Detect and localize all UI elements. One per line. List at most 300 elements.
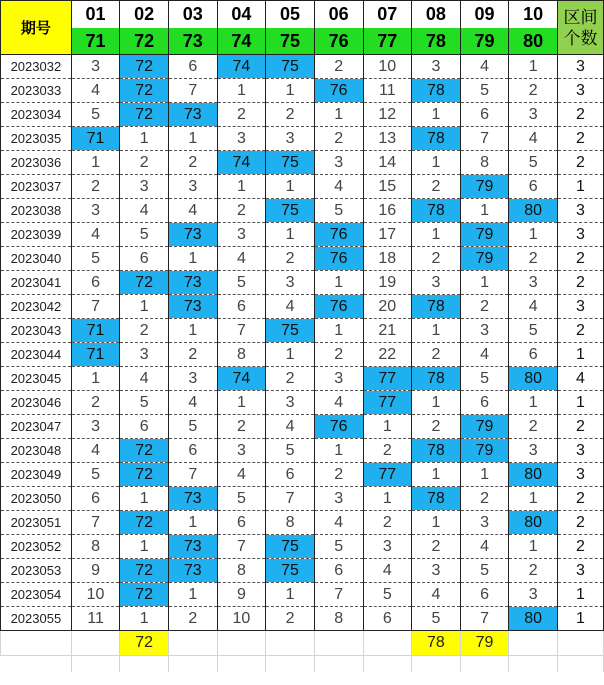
value-cell[interactable]: 2 [509,79,558,103]
value-cell[interactable]: 78 [412,127,461,151]
empty-cell[interactable] [558,656,604,673]
value-cell[interactable]: 3 [509,439,558,463]
period-cell[interactable]: 2023049 [1,463,72,487]
value-cell[interactable]: 3 [460,511,509,535]
value-cell[interactable]: 74 [217,367,266,391]
count-cell[interactable]: 3 [558,559,604,583]
footer-cell[interactable] [169,631,218,656]
value-cell[interactable]: 2 [363,439,412,463]
count-cell[interactable]: 2 [558,511,604,535]
value-cell[interactable]: 8 [460,151,509,175]
value-cell[interactable]: 1 [120,607,169,631]
value-cell[interactable]: 5 [266,439,315,463]
value-cell[interactable]: 72 [120,559,169,583]
count-cell[interactable]: 2 [558,535,604,559]
value-cell[interactable]: 79 [460,439,509,463]
value-cell[interactable]: 1 [412,511,461,535]
value-cell[interactable]: 72 [120,79,169,103]
value-cell[interactable]: 1 [509,223,558,247]
footer-cell[interactable] [314,631,363,656]
period-cell[interactable]: 2023039 [1,223,72,247]
value-cell[interactable]: 1 [412,391,461,415]
value-cell[interactable]: 5 [217,271,266,295]
value-cell[interactable]: 73 [169,223,218,247]
value-cell[interactable]: 1 [460,463,509,487]
value-cell[interactable]: 4 [71,439,120,463]
value-cell[interactable]: 78 [412,367,461,391]
value-cell[interactable]: 7 [71,511,120,535]
value-cell[interactable]: 2 [412,535,461,559]
value-cell[interactable]: 8 [217,559,266,583]
value-cell[interactable]: 75 [266,199,315,223]
count-cell[interactable]: 1 [558,583,604,607]
value-cell[interactable]: 1 [509,391,558,415]
value-cell[interactable]: 79 [460,247,509,271]
value-cell[interactable]: 3 [266,391,315,415]
value-cell[interactable]: 4 [266,295,315,319]
value-cell[interactable]: 72 [120,583,169,607]
value-cell[interactable]: 72 [120,463,169,487]
value-cell[interactable]: 1 [266,343,315,367]
value-cell[interactable]: 6 [460,583,509,607]
footer-cell[interactable]: 78 [412,631,461,656]
value-cell[interactable]: 3 [266,127,315,151]
value-cell[interactable]: 1 [314,103,363,127]
value-cell[interactable]: 1 [509,55,558,79]
value-cell[interactable]: 72 [120,439,169,463]
value-cell[interactable]: 1 [363,415,412,439]
empty-cell[interactable] [460,656,509,673]
value-cell[interactable]: 77 [363,463,412,487]
value-cell[interactable]: 2 [314,55,363,79]
value-cell[interactable]: 75 [266,535,315,559]
count-cell[interactable]: 2 [558,271,604,295]
value-cell[interactable]: 3 [217,223,266,247]
value-cell[interactable]: 7 [169,463,218,487]
value-cell[interactable]: 4 [314,391,363,415]
value-cell[interactable]: 4 [120,367,169,391]
footer-cell[interactable] [217,631,266,656]
value-cell[interactable]: 7 [314,583,363,607]
value-cell[interactable]: 2 [266,103,315,127]
value-cell[interactable]: 4 [71,223,120,247]
value-cell[interactable]: 4 [412,583,461,607]
empty-cell[interactable] [314,656,363,673]
value-cell[interactable]: 80 [509,607,558,631]
value-cell[interactable]: 2 [217,103,266,127]
value-cell[interactable]: 73 [169,535,218,559]
value-cell[interactable]: 2 [169,343,218,367]
count-cell[interactable]: 3 [558,463,604,487]
value-cell[interactable]: 3 [314,487,363,511]
value-cell[interactable]: 76 [314,295,363,319]
value-cell[interactable]: 1 [460,199,509,223]
count-cell[interactable]: 3 [558,79,604,103]
value-cell[interactable]: 2 [314,343,363,367]
value-cell[interactable]: 1 [509,535,558,559]
value-cell[interactable]: 7 [217,319,266,343]
value-cell[interactable]: 2 [169,607,218,631]
value-cell[interactable]: 3 [509,271,558,295]
value-cell[interactable]: 16 [363,199,412,223]
empty-cell[interactable] [363,656,412,673]
value-cell[interactable]: 1 [363,487,412,511]
value-cell[interactable]: 3 [509,583,558,607]
count-cell[interactable]: 3 [558,55,604,79]
value-cell[interactable]: 78 [412,295,461,319]
empty-cell[interactable] [509,656,558,673]
count-cell[interactable]: 2 [558,415,604,439]
value-cell[interactable]: 1 [120,127,169,151]
footer-count-cell[interactable] [558,631,604,656]
value-cell[interactable]: 1 [314,271,363,295]
period-cell[interactable]: 2023035 [1,127,72,151]
value-cell[interactable]: 2 [509,247,558,271]
value-cell[interactable]: 11 [71,607,120,631]
value-cell[interactable]: 7 [71,295,120,319]
value-cell[interactable]: 3 [363,535,412,559]
count-cell[interactable]: 1 [558,607,604,631]
value-cell[interactable]: 3 [460,319,509,343]
value-cell[interactable]: 1 [266,223,315,247]
value-cell[interactable]: 3 [314,151,363,175]
value-cell[interactable]: 2 [266,607,315,631]
value-cell[interactable]: 20 [363,295,412,319]
value-cell[interactable]: 2 [412,247,461,271]
value-cell[interactable]: 5 [460,559,509,583]
value-cell[interactable]: 78 [412,487,461,511]
value-cell[interactable]: 17 [363,223,412,247]
value-cell[interactable]: 73 [169,271,218,295]
value-cell[interactable]: 6 [71,487,120,511]
value-cell[interactable]: 10 [71,583,120,607]
value-cell[interactable]: 1 [412,319,461,343]
empty-cell[interactable] [71,656,120,673]
value-cell[interactable]: 2 [169,151,218,175]
value-cell[interactable]: 5 [314,535,363,559]
value-cell[interactable]: 2 [412,415,461,439]
value-cell[interactable]: 9 [217,583,266,607]
value-cell[interactable]: 76 [314,223,363,247]
value-cell[interactable]: 73 [169,295,218,319]
value-cell[interactable]: 2 [509,415,558,439]
value-cell[interactable]: 79 [460,415,509,439]
count-cell[interactable]: 2 [558,247,604,271]
count-cell[interactable]: 2 [558,319,604,343]
value-cell[interactable]: 6 [363,607,412,631]
footer-cell[interactable] [509,631,558,656]
value-cell[interactable]: 3 [71,199,120,223]
value-cell[interactable]: 10 [217,607,266,631]
value-cell[interactable]: 6 [509,343,558,367]
value-cell[interactable]: 2 [217,415,266,439]
value-cell[interactable]: 5 [460,367,509,391]
value-cell[interactable]: 7 [169,79,218,103]
value-cell[interactable]: 6 [217,511,266,535]
value-cell[interactable]: 76 [314,247,363,271]
value-cell[interactable]: 7 [217,535,266,559]
value-cell[interactable]: 3 [217,127,266,151]
value-cell[interactable]: 76 [314,415,363,439]
period-cell[interactable]: 2023036 [1,151,72,175]
value-cell[interactable]: 4 [314,511,363,535]
value-cell[interactable]: 3 [71,415,120,439]
value-cell[interactable]: 2 [314,463,363,487]
value-cell[interactable]: 80 [509,511,558,535]
period-cell[interactable]: 2023053 [1,559,72,583]
period-cell[interactable]: 2023050 [1,487,72,511]
footer-cell[interactable] [71,631,120,656]
value-cell[interactable]: 73 [169,103,218,127]
empty-cell[interactable] [120,656,169,673]
value-cell[interactable]: 4 [460,55,509,79]
value-cell[interactable]: 5 [460,79,509,103]
value-cell[interactable]: 1 [169,319,218,343]
value-cell[interactable]: 78 [412,79,461,103]
value-cell[interactable]: 5 [314,199,363,223]
period-cell[interactable]: 2023038 [1,199,72,223]
value-cell[interactable]: 4 [169,199,218,223]
period-cell[interactable]: 2023040 [1,247,72,271]
value-cell[interactable]: 1 [120,295,169,319]
value-cell[interactable]: 4 [120,199,169,223]
value-cell[interactable]: 79 [460,175,509,199]
period-cell[interactable]: 2023054 [1,583,72,607]
value-cell[interactable]: 79 [460,223,509,247]
value-cell[interactable]: 3 [169,175,218,199]
value-cell[interactable]: 72 [120,511,169,535]
value-cell[interactable]: 2 [120,151,169,175]
period-cell[interactable]: 2023037 [1,175,72,199]
value-cell[interactable]: 1 [120,487,169,511]
value-cell[interactable]: 2 [460,295,509,319]
count-cell[interactable]: 2 [558,103,604,127]
value-cell[interactable]: 7 [266,487,315,511]
count-cell[interactable]: 1 [558,391,604,415]
value-cell[interactable]: 1 [120,535,169,559]
value-cell[interactable]: 3 [412,55,461,79]
value-cell[interactable]: 1 [412,223,461,247]
value-cell[interactable]: 2 [71,391,120,415]
period-cell[interactable]: 2023032 [1,55,72,79]
value-cell[interactable]: 2 [266,367,315,391]
value-cell[interactable]: 5 [363,583,412,607]
period-cell[interactable]: 2023048 [1,439,72,463]
value-cell[interactable]: 6 [169,55,218,79]
value-cell[interactable]: 2 [412,343,461,367]
value-cell[interactable]: 72 [120,271,169,295]
value-cell[interactable]: 4 [460,343,509,367]
value-cell[interactable]: 5 [120,391,169,415]
value-cell[interactable]: 4 [460,535,509,559]
value-cell[interactable]: 2 [71,175,120,199]
count-cell[interactable]: 1 [558,175,604,199]
value-cell[interactable]: 74 [217,55,266,79]
value-cell[interactable]: 3 [217,439,266,463]
value-cell[interactable]: 7 [460,607,509,631]
value-cell[interactable]: 1 [509,487,558,511]
value-cell[interactable]: 1 [169,247,218,271]
value-cell[interactable]: 5 [509,319,558,343]
count-cell[interactable]: 2 [558,151,604,175]
value-cell[interactable]: 71 [71,319,120,343]
value-cell[interactable]: 5 [412,607,461,631]
count-cell[interactable]: 4 [558,367,604,391]
value-cell[interactable]: 3 [71,55,120,79]
footer-cell[interactable]: 72 [120,631,169,656]
empty-cell[interactable] [217,656,266,673]
value-cell[interactable]: 4 [217,247,266,271]
value-cell[interactable]: 3 [412,271,461,295]
value-cell[interactable]: 1 [217,79,266,103]
value-cell[interactable]: 6 [217,295,266,319]
value-cell[interactable]: 18 [363,247,412,271]
count-cell[interactable]: 3 [558,199,604,223]
value-cell[interactable]: 1 [266,175,315,199]
value-cell[interactable]: 6 [71,271,120,295]
value-cell[interactable]: 2 [217,199,266,223]
value-cell[interactable]: 6 [120,415,169,439]
value-cell[interactable]: 4 [169,391,218,415]
value-cell[interactable]: 6 [460,391,509,415]
value-cell[interactable]: 7 [460,127,509,151]
footer-cell[interactable] [266,631,315,656]
value-cell[interactable]: 1 [412,463,461,487]
value-cell[interactable]: 1 [169,127,218,151]
value-cell[interactable]: 78 [412,439,461,463]
value-cell[interactable]: 75 [266,151,315,175]
value-cell[interactable]: 73 [169,559,218,583]
value-cell[interactable]: 4 [314,175,363,199]
value-cell[interactable]: 72 [120,55,169,79]
value-cell[interactable]: 5 [217,487,266,511]
period-cell[interactable]: 2023044 [1,343,72,367]
value-cell[interactable]: 9 [71,559,120,583]
value-cell[interactable]: 1 [71,367,120,391]
value-cell[interactable]: 22 [363,343,412,367]
empty-cell[interactable] [169,656,218,673]
period-cell[interactable]: 2023042 [1,295,72,319]
value-cell[interactable]: 2 [266,247,315,271]
value-cell[interactable]: 6 [169,439,218,463]
value-cell[interactable]: 78 [412,199,461,223]
value-cell[interactable]: 6 [266,463,315,487]
value-cell[interactable]: 1 [169,583,218,607]
value-cell[interactable]: 2 [460,487,509,511]
value-cell[interactable]: 6 [120,247,169,271]
count-cell[interactable]: 2 [558,127,604,151]
value-cell[interactable]: 6 [460,103,509,127]
count-cell[interactable]: 3 [558,439,604,463]
period-cell[interactable]: 2023034 [1,103,72,127]
value-cell[interactable]: 4 [217,463,266,487]
value-cell[interactable]: 75 [266,559,315,583]
value-cell[interactable]: 72 [120,103,169,127]
value-cell[interactable]: 6 [509,175,558,199]
value-cell[interactable]: 5 [71,103,120,127]
period-cell[interactable]: 2023047 [1,415,72,439]
value-cell[interactable]: 80 [509,367,558,391]
value-cell[interactable]: 19 [363,271,412,295]
value-cell[interactable]: 1 [217,175,266,199]
value-cell[interactable]: 5 [71,463,120,487]
value-cell[interactable]: 3 [266,271,315,295]
value-cell[interactable]: 4 [363,559,412,583]
value-cell[interactable]: 3 [169,367,218,391]
value-cell[interactable]: 13 [363,127,412,151]
value-cell[interactable]: 74 [217,151,266,175]
value-cell[interactable]: 10 [363,55,412,79]
value-cell[interactable]: 1 [412,103,461,127]
value-cell[interactable]: 4 [509,295,558,319]
empty-cell[interactable] [1,656,72,673]
value-cell[interactable]: 8 [217,343,266,367]
empty-cell[interactable] [412,656,461,673]
value-cell[interactable]: 1 [71,151,120,175]
value-cell[interactable]: 5 [509,151,558,175]
value-cell[interactable]: 1 [314,439,363,463]
value-cell[interactable]: 2 [412,175,461,199]
value-cell[interactable]: 1 [217,391,266,415]
period-cell[interactable]: 2023041 [1,271,72,295]
value-cell[interactable]: 8 [71,535,120,559]
period-cell[interactable]: 2023043 [1,319,72,343]
value-cell[interactable]: 3 [120,175,169,199]
value-cell[interactable]: 80 [509,199,558,223]
count-cell[interactable]: 2 [558,487,604,511]
value-cell[interactable]: 12 [363,103,412,127]
value-cell[interactable]: 6 [314,559,363,583]
count-cell[interactable]: 1 [558,343,604,367]
value-cell[interactable]: 5 [169,415,218,439]
period-cell[interactable]: 2023052 [1,535,72,559]
value-cell[interactable]: 2 [363,511,412,535]
value-cell[interactable]: 1 [266,583,315,607]
value-cell[interactable]: 3 [314,367,363,391]
value-cell[interactable]: 75 [266,319,315,343]
period-cell[interactable]: 2023033 [1,79,72,103]
value-cell[interactable]: 8 [266,511,315,535]
value-cell[interactable]: 77 [363,391,412,415]
value-cell[interactable]: 3 [509,103,558,127]
value-cell[interactable]: 2 [120,319,169,343]
footer-cell[interactable] [363,631,412,656]
count-cell[interactable]: 3 [558,223,604,247]
footer-cell[interactable]: 79 [460,631,509,656]
period-cell[interactable]: 2023045 [1,367,72,391]
period-cell[interactable]: 2023055 [1,607,72,631]
value-cell[interactable]: 4 [71,79,120,103]
value-cell[interactable]: 73 [169,487,218,511]
value-cell[interactable]: 21 [363,319,412,343]
value-cell[interactable]: 77 [363,367,412,391]
value-cell[interactable]: 80 [509,463,558,487]
value-cell[interactable]: 71 [71,127,120,151]
value-cell[interactable]: 3 [412,559,461,583]
value-cell[interactable]: 8 [314,607,363,631]
value-cell[interactable]: 75 [266,55,315,79]
period-cell[interactable]: 2023051 [1,511,72,535]
value-cell[interactable]: 2 [314,127,363,151]
value-cell[interactable]: 15 [363,175,412,199]
value-cell[interactable]: 1 [412,151,461,175]
value-cell[interactable]: 1 [266,79,315,103]
value-cell[interactable]: 4 [509,127,558,151]
value-cell[interactable]: 1 [169,511,218,535]
value-cell[interactable]: 71 [71,343,120,367]
footer-period-cell[interactable] [1,631,72,656]
value-cell[interactable]: 3 [120,343,169,367]
